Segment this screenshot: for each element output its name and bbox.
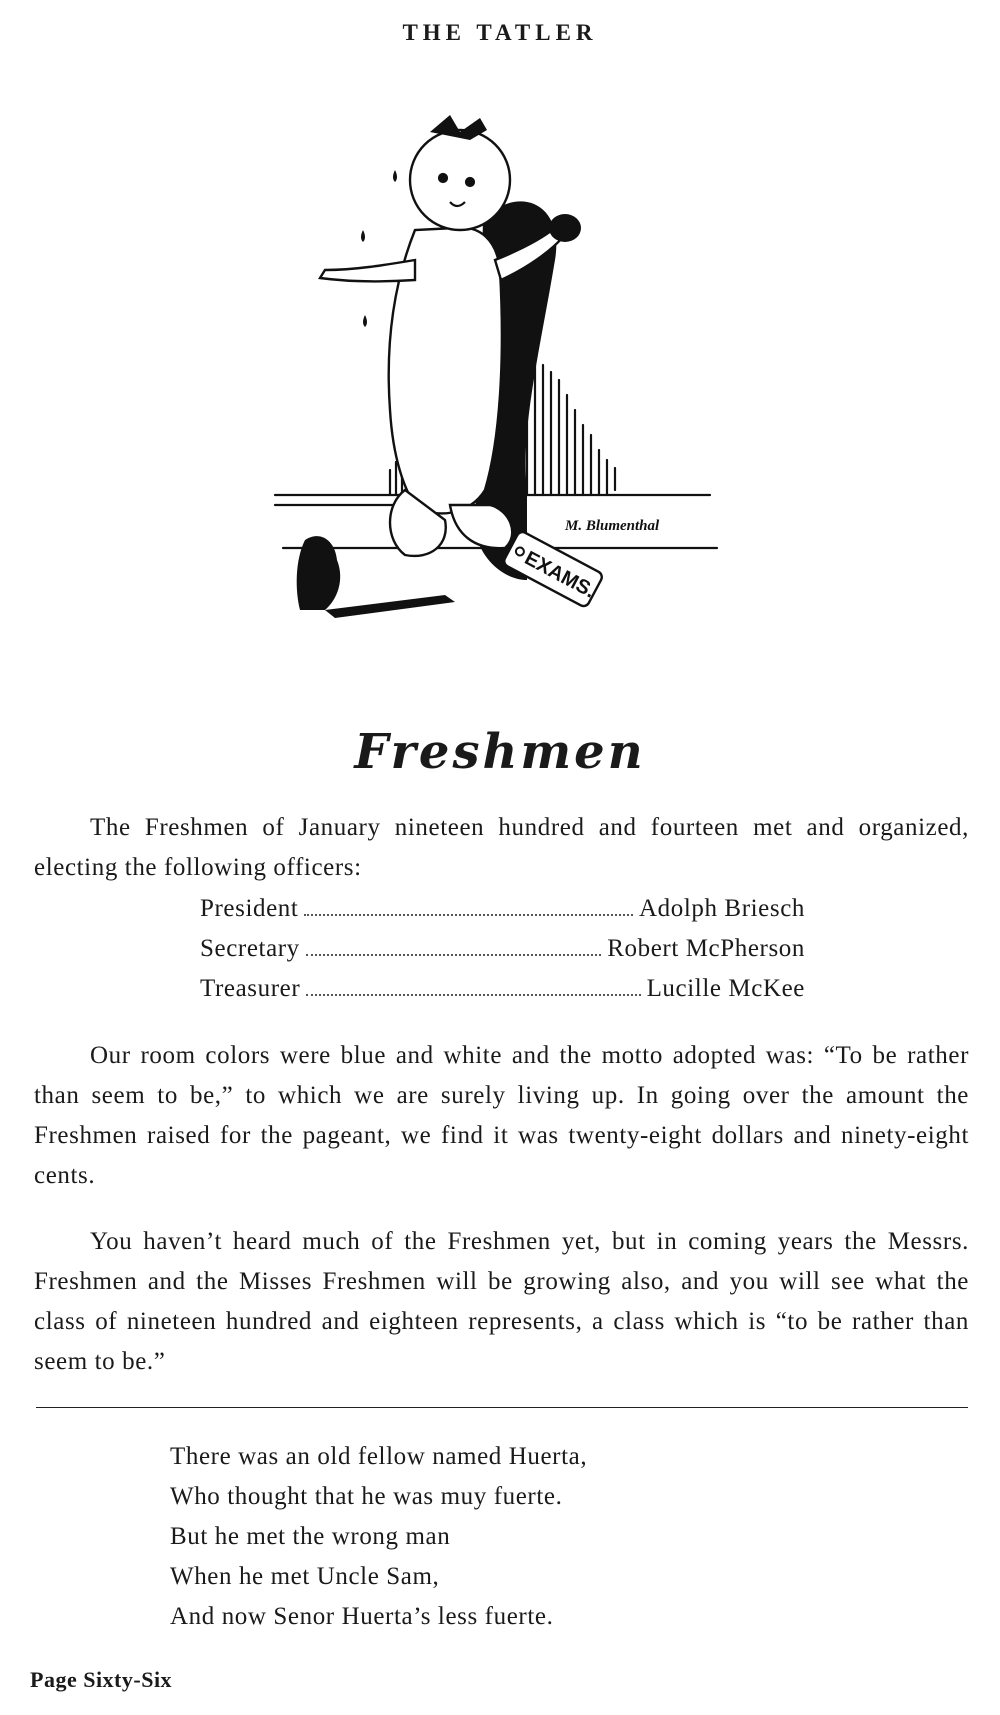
cartoon-illustration	[265, 110, 745, 685]
dot-leader	[306, 993, 640, 996]
poem-line: There was an old fellow named Huerta,	[170, 1443, 588, 1470]
exams-tag-text: EXAMS.	[520, 547, 599, 603]
page-number: Page Sixty-Six	[30, 1667, 173, 1692]
section-divider	[36, 1407, 968, 1408]
poem-line: And now Senor Huerta’s less fuerte.	[170, 1603, 554, 1630]
officer-role: Secretary	[200, 935, 300, 962]
closing-paragraph: You haven’t heard much of the Freshmen yet, but in coming years the Messrs. Freshmen and the Misses Freshmen will be growing also, and you will see what the class of nineteen hundred and eighteen represents, a class which is “to be rather than seem to be.”	[34, 1228, 969, 1375]
intro-paragraph: The Freshmen of January nineteen hundred and fourteen met and organized, electing the following officers:	[34, 814, 969, 881]
officer-row-president	[200, 895, 805, 935]
dot-leader	[306, 953, 601, 956]
dot-leader	[304, 913, 633, 916]
artist-signature: M. Blumenthal	[565, 518, 660, 534]
officer-role: Treasurer	[200, 975, 301, 1002]
limerick-poem	[170, 1437, 770, 1637]
officer-name: Robert McPherson	[607, 935, 805, 962]
poem-line: But he met the wrong man	[170, 1523, 451, 1550]
running-head-title: THE TATLER	[402, 20, 598, 45]
poem-line: Who thought that he was muy fuerte.	[170, 1483, 563, 1510]
officers-list	[200, 895, 805, 1015]
officer-role: President	[200, 895, 299, 922]
section-title: Freshmen	[354, 724, 646, 780]
officer-name: Adolph Briesch	[638, 895, 805, 922]
officer-name: Lucille McKee	[646, 975, 805, 1002]
room-colors-paragraph: Our room colors were blue and white and the motto adopted was: “To be rather than seem to be,” to which we are surely living up. In going over the amount the Freshmen raised for the pageant, we find it was twenty-eight dollars and ninety-eight cents.	[34, 1042, 969, 1189]
officer-row-treasurer	[200, 975, 805, 1015]
officer-row-secretary	[200, 935, 805, 975]
poem-line: When he met Uncle Sam,	[170, 1563, 440, 1590]
